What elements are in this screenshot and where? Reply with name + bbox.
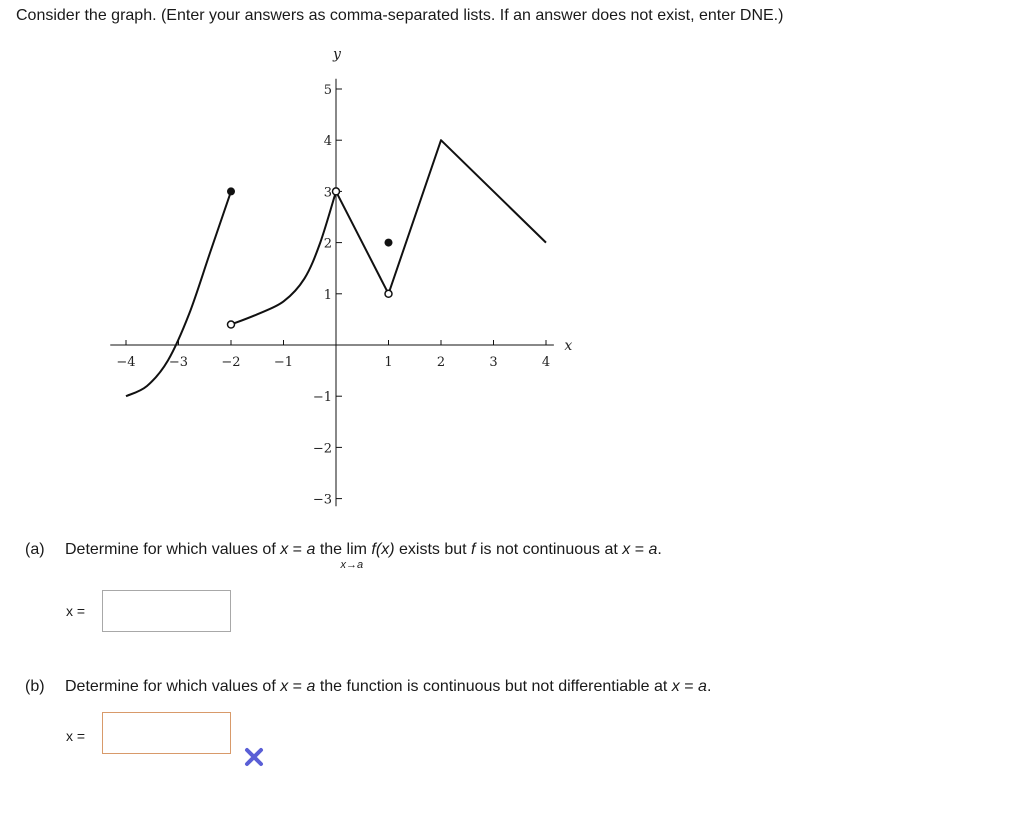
y-tick-label: −2	[312, 441, 332, 457]
var-f: f	[471, 541, 476, 558]
open-point	[228, 321, 235, 328]
var-a: a	[648, 541, 658, 558]
closed-point	[227, 187, 235, 195]
equals-sign: =	[292, 678, 303, 695]
x-tick-label: 2	[436, 355, 446, 370]
graph-segment	[389, 140, 547, 294]
answer-a-label: x =	[66, 603, 86, 619]
lim-word: lim	[346, 541, 367, 558]
incorrect-x-icon	[244, 747, 264, 767]
answer-b-label: x =	[66, 728, 86, 744]
y-axis-name: y	[333, 46, 341, 63]
x-tick-label: 3	[489, 355, 498, 370]
y-tick-label: −3	[312, 492, 332, 508]
open-point	[385, 290, 392, 297]
equals-sign: =	[292, 541, 303, 558]
question-b	[25, 678, 711, 696]
var-a: a	[306, 678, 316, 695]
fx-expression: f(x)	[371, 541, 395, 558]
equals-sign: =	[684, 678, 694, 695]
var-a: a	[306, 541, 316, 558]
x-tick-label: −2	[221, 355, 241, 370]
text-not-continuous: is not continuous at	[479, 541, 618, 558]
y-tick-label: 1	[323, 287, 332, 303]
x-tick-label: −3	[168, 355, 189, 370]
equals-sign: =	[634, 541, 645, 558]
var-x: x	[671, 678, 680, 695]
graph-segment	[336, 191, 389, 293]
y-tick-label: 4	[323, 134, 332, 150]
y-tick-label: 2	[323, 236, 332, 252]
lim-subscript: x→a	[340, 559, 364, 571]
part-a-text: Determine for which values of	[65, 541, 276, 558]
limit-notation	[340, 541, 367, 571]
var-x: x	[280, 678, 289, 695]
word-the: the	[319, 541, 343, 558]
answer-b-input[interactable]	[102, 712, 231, 754]
y-tick-label: 5	[323, 83, 332, 98]
part-a-label: (a)	[25, 541, 45, 558]
graph-ticks	[116, 83, 550, 508]
graph-segment	[231, 191, 336, 324]
var-x: x	[622, 541, 631, 558]
question-a	[25, 541, 662, 571]
var-a: a	[698, 678, 707, 695]
y-tick-label: 3	[323, 185, 332, 201]
answer-a-input[interactable]	[102, 590, 231, 632]
instructions-text: Consider the graph. (Enter your answers as comma-separated lists. If an answer does not exist, enter DNE.)	[16, 7, 784, 24]
part-b-label: (b)	[25, 678, 45, 695]
x-tick-label: −1	[273, 355, 294, 370]
x-tick-label: 4	[541, 355, 551, 370]
x-axis-name: x	[564, 338, 573, 354]
period: .	[657, 541, 662, 558]
text-exists: exists but	[398, 541, 467, 558]
x-tick-label: −4	[116, 355, 136, 370]
period: .	[706, 678, 712, 695]
x-tick-label: 1	[384, 355, 393, 370]
part-b-middle-text: the function is continuous but not differentiable at	[319, 678, 668, 695]
var-x: x	[280, 541, 289, 558]
open-point	[333, 188, 340, 195]
function-graph	[0, 0, 600, 520]
graph-axes	[110, 46, 572, 506]
closed-point	[385, 239, 393, 247]
graph-points	[227, 187, 393, 328]
y-tick-label: −1	[312, 390, 332, 406]
part-b-text: Determine for which values of	[65, 678, 276, 695]
